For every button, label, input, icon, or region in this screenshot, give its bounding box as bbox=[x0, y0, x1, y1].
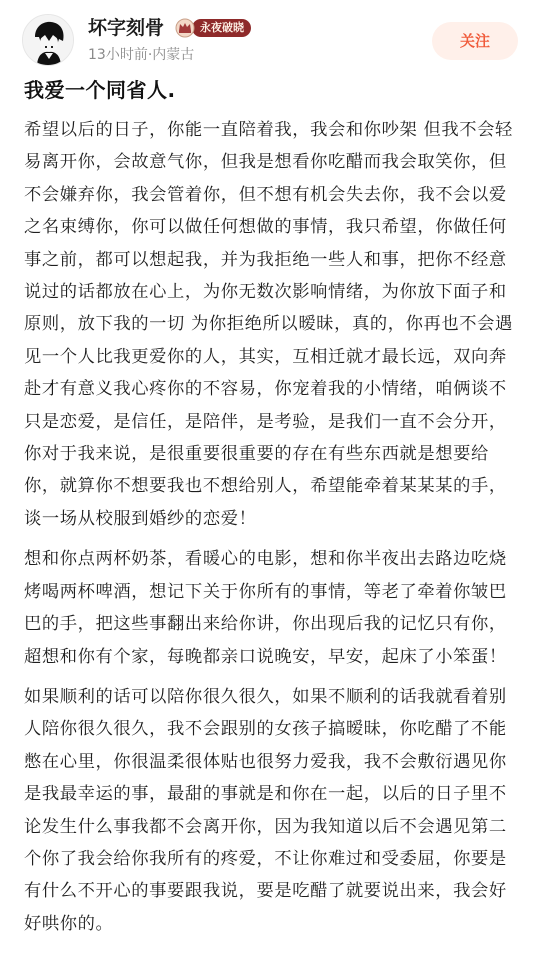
author-avatar[interactable] bbox=[22, 14, 74, 66]
author-name[interactable]: 坏字刻骨 bbox=[88, 17, 165, 39]
post-time: 13小时前 bbox=[88, 47, 148, 63]
post-paragraph: 如果顺利的话可以陪你很久很久，如果不顺利的话我就看着别人陪你很久很久，我不会跟别的女孩子搞暧昧，你吃醋了不能憋在心里，你很温柔很体贴也很努力爱我，我不会敷衍遇见你是我最幸运的事，最甜的事就是和你在一起，以后的日子里不论发生什么事我都不会离开你，因为我知道以后不会遇见第二个你了我会给你我所有的疼爱，不让你难过和受委屈，你要是有什么不开心的事要跟我说，要是吃醋了就要说出来，我会好好哄你的。 bbox=[24, 686, 507, 934]
follow-button[interactable]: 关注 bbox=[432, 22, 518, 60]
post-paragraph: 希望以后的日子，你能一直陪着我，我会和你吵架 但我不会轻易离开你，会故意气你，但我是想看你吃醋而我会取笑你，但不会嫌弃你，我会管着你，但不想有机会失去你，我不会以爱之名束缚你，你可以做任何想做的事情，我只希望，你做任何事之前，都可以想起我，并为我拒绝一些人和事，把你不经意说过的话都放在心上，为你无数次影响情绪，为你放下面子和原则，放下我的一切 为你拒绝所以暧昧，真的，你再也不会遇见一个人比我更爱你的人，其实，互相迁就才最长远，双向奔赴才有意义我心疼你的不容易，你宠着我的小情绪，咱俩谈不只是恋爱，是信任，是陪伴，是考验，是我们一直不会分开，你对于我来说，是很重要很重要的存在有些东西就是想要给你，就算你不想要我也不想给别人，希望能牵着某某某的手，谈一场从校服到婚纱的恋爱！ bbox=[24, 120, 513, 529]
post-paragraph: 想和你点两杯奶茶，看暖心的电影，想和你半夜出去路边吃烧烤喝两杯啤酒，想记下关于你所有的事情，等老了牵着你皱巴巴的手，把这些事翻出来给你讲，你出现后我的记忆只有你，超想和你有个家，每晚都亲口说晚安，早安，起床了小笨蛋！ bbox=[24, 549, 507, 667]
crown-badge-icon bbox=[174, 18, 196, 38]
post-body bbox=[24, 114, 520, 948]
post-title: 我爱一个同省人. bbox=[24, 78, 176, 102]
meta-separator: · bbox=[147, 47, 153, 63]
user-badge[interactable] bbox=[174, 18, 251, 38]
avatar-illustration-icon bbox=[23, 15, 74, 66]
post-meta bbox=[88, 46, 194, 64]
post-header bbox=[0, 0, 540, 74]
badge-label: 永夜破晓 bbox=[192, 19, 251, 37]
post-location: 内蒙古 bbox=[152, 47, 195, 63]
